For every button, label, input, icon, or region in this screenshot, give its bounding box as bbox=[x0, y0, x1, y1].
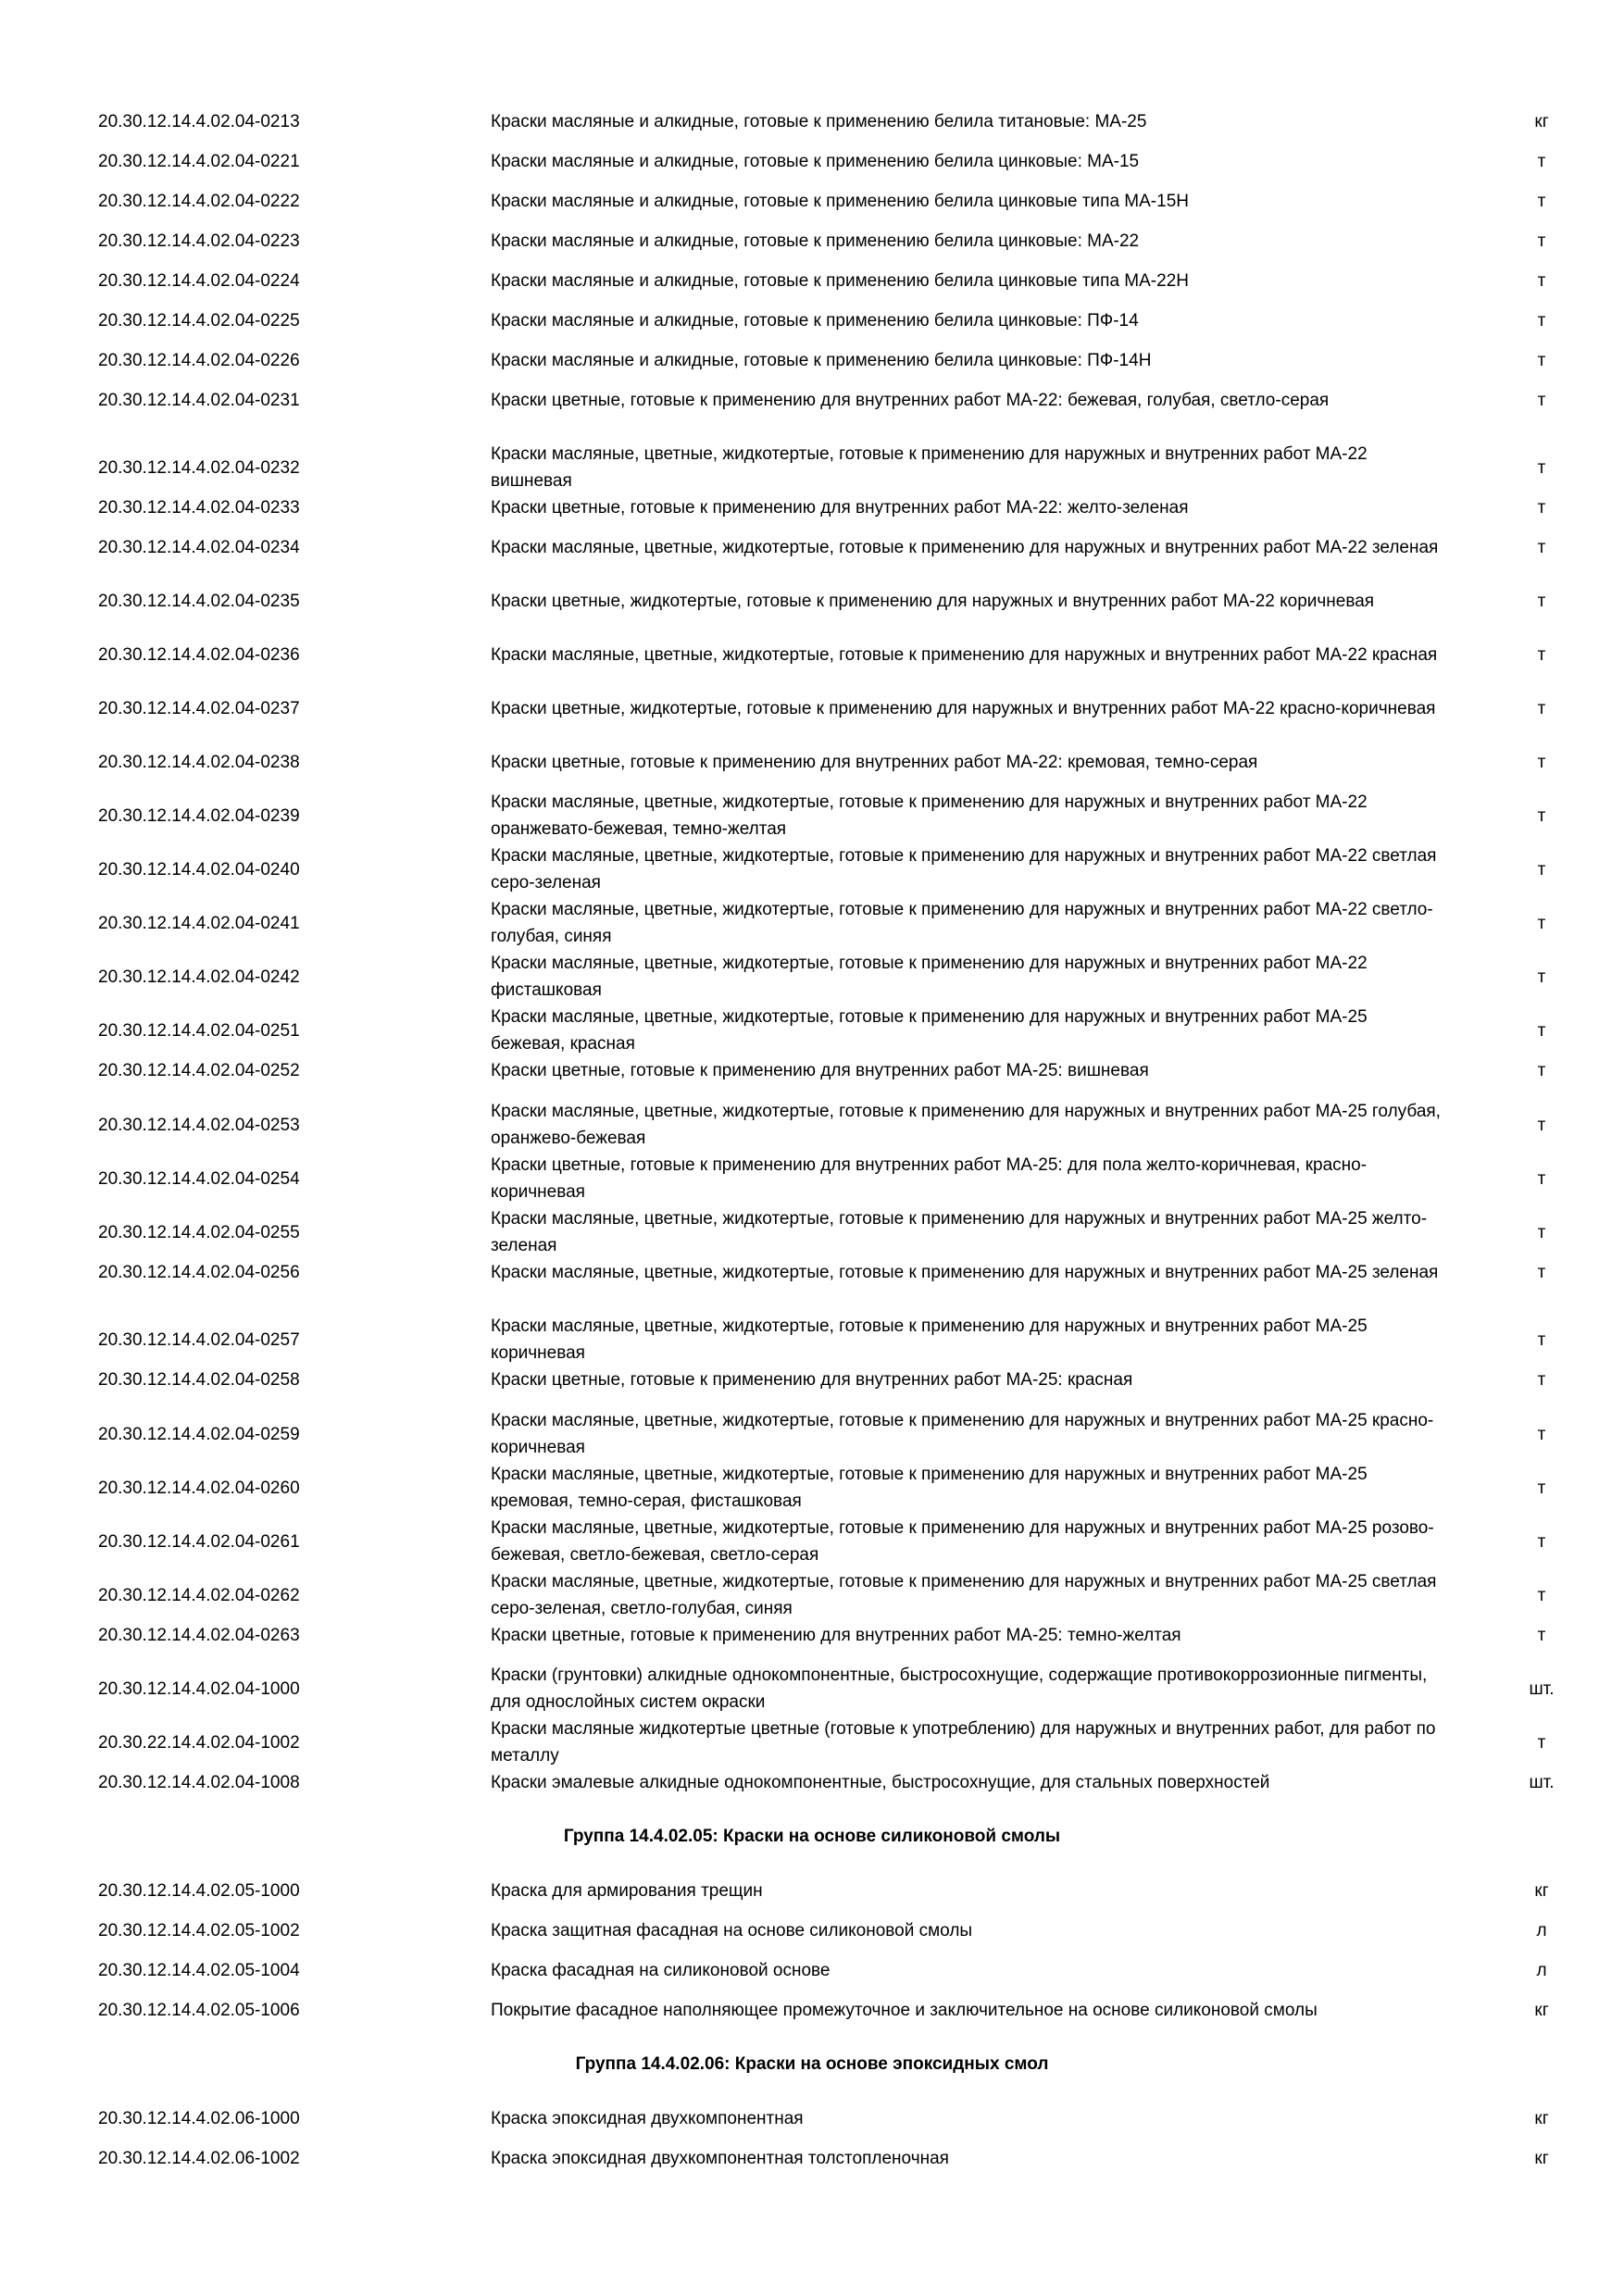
resource-code: 20.30.12.14.4.02.04-0236 bbox=[98, 645, 300, 665]
resource-code: 20.30.22.14.4.02.04-1002 bbox=[98, 1732, 300, 1753]
unit-of-measure: кг bbox=[1534, 1881, 1549, 1901]
resource-code: 20.30.12.14.4.02.04-0223 bbox=[98, 231, 300, 251]
resource-description: Краска эпоксидная двухкомпонентная толстопленочная bbox=[491, 2149, 949, 2168]
unit-of-measure: т bbox=[1537, 645, 1546, 665]
resource-description: Краски цветные, готовые к применению для внутренних работ МА-22: кремовая, темно-серая bbox=[491, 753, 1258, 772]
unit-of-measure: т bbox=[1537, 311, 1546, 331]
resource-description: Краски масляные и алкидные, готовые к применению белила цинковые: МА-22 bbox=[491, 231, 1140, 251]
resource-description: Краски цветные, готовые к применению для внутренних работ МА-22: бежевая, голубая, светло-серая bbox=[491, 391, 1330, 410]
resource-code: 20.30.12.14.4.02.04-0232 bbox=[98, 457, 300, 478]
unit-of-measure: т bbox=[1537, 231, 1546, 251]
resource-code: 20.30.12.14.4.02.04-0226 bbox=[98, 351, 300, 370]
resource-description: Краски масляные, цветные, жидкотертые, готовые к применению для наружных и внутренних работ МА-22 светло-голубая, синяя bbox=[491, 900, 1433, 946]
resource-code: 20.30.12.14.4.02.04-1000 bbox=[98, 1678, 300, 1699]
resource-code: 20.30.12.14.4.02.04-0257 bbox=[98, 1329, 300, 1350]
resource-code: 20.30.12.14.4.02.04-0253 bbox=[98, 1115, 300, 1135]
unit-of-measure: т bbox=[1537, 457, 1546, 478]
resource-description: Краска фасадная на силиконовой основе bbox=[491, 1961, 831, 1980]
resource-description: Краски масляные, цветные, жидкотертые, готовые к применению для наружных и внутренних работ МА-22 вишневая bbox=[491, 444, 1368, 491]
unit-of-measure: т bbox=[1537, 913, 1546, 933]
unit-of-measure: т bbox=[1537, 1732, 1546, 1753]
resource-description: Краски цветные, готовые к применению для внутренних работ МА-25: красная bbox=[491, 1370, 1133, 1390]
resource-description: Краски масляные, цветные, жидкотертые, готовые к применению для наружных и внутренних работ МА-22 зеленая bbox=[491, 538, 1439, 557]
unit-of-measure: т bbox=[1537, 271, 1546, 291]
unit-of-measure: т bbox=[1537, 805, 1546, 826]
resource-description: Краски цветные, готовые к применению для внутренних работ МА-25: темно-желтая bbox=[491, 1626, 1181, 1645]
resource-code: 20.30.12.14.4.02.04-1008 bbox=[98, 1773, 300, 1792]
resource-description: Краски масляные, цветные, жидкотертые, готовые к применению для наружных и внутренних работ МА-25 зеленая bbox=[491, 1263, 1439, 1282]
resource-code: 20.30.12.14.4.02.05-1000 bbox=[98, 1881, 300, 1901]
resource-description: Покрытие фасадное наполняющее промежуточное и заключительное на основе силиконовой смолы bbox=[491, 2001, 1318, 2020]
resource-code: 20.30.12.14.4.02.04-0260 bbox=[98, 1478, 300, 1498]
resource-code: 20.30.12.14.4.02.04-0261 bbox=[98, 1531, 300, 1552]
unit-of-measure: т bbox=[1537, 1370, 1546, 1390]
resource-code: 20.30.12.14.4.02.04-0225 bbox=[98, 311, 300, 331]
group-heading-epoxy: Группа 14.4.02.06: Краски на основе эпоксидных смол bbox=[575, 2054, 1049, 2074]
resource-code: 20.30.12.14.4.02.05-1006 bbox=[98, 2001, 300, 2020]
resource-code: 20.30.12.14.4.02.04-0256 bbox=[98, 1263, 300, 1282]
unit-of-measure: л bbox=[1536, 1961, 1547, 1980]
unit-of-measure: кг bbox=[1534, 2001, 1549, 2020]
unit-of-measure: т bbox=[1537, 1585, 1546, 1605]
unit-of-measure: т bbox=[1537, 699, 1546, 718]
resource-code: 20.30.12.14.4.02.04-0263 bbox=[98, 1626, 300, 1645]
unit-of-measure: т bbox=[1537, 1478, 1546, 1498]
resource-description: Краски (грунтовки) алкидные однокомпонентные, быстросохнущие, содержащие противокоррозионные пигменты, для однослойных систем окраски bbox=[491, 1666, 1428, 1712]
resource-description: Краски масляные и алкидные, готовые к применению белила титановые: МА-25 bbox=[491, 112, 1147, 131]
resource-description: Краски масляные, цветные, жидкотертые, готовые к применению для наружных и внутренних работ МА-25 голубая, оранжево-бежевая bbox=[491, 1102, 1441, 1148]
unit-of-measure: т bbox=[1537, 1263, 1546, 1282]
resource-code: 20.30.12.14.4.02.04-0242 bbox=[98, 967, 300, 987]
resource-description: Краски масляные и алкидные, готовые к применению белила цинковые: ПФ-14 bbox=[491, 311, 1139, 331]
unit-of-measure: т bbox=[1537, 192, 1546, 211]
unit-of-measure: л bbox=[1536, 1921, 1547, 1940]
unit-of-measure: т bbox=[1537, 351, 1546, 370]
resource-code: 20.30.12.14.4.02.04-0237 bbox=[98, 699, 300, 718]
resource-description: Краски масляные, цветные, жидкотертые, готовые к применению для наружных и внутренних работ МА-22 красная bbox=[491, 645, 1438, 665]
resource-code: 20.30.12.14.4.02.04-0252 bbox=[98, 1061, 300, 1080]
resource-code: 20.30.12.14.4.02.04-0231 bbox=[98, 391, 300, 410]
unit-of-measure: т bbox=[1537, 498, 1546, 518]
resource-description: Краски масляные, цветные, жидкотертые, готовые к применению для наружных и внутренних работ МА-25 кремовая, темно-серая, фисташковая bbox=[491, 1465, 1368, 1511]
resource-description: Краски масляные, цветные, жидкотертые, готовые к применению для наружных и внутренних работ МА-25 бежевая, красная bbox=[491, 1007, 1368, 1054]
resource-code: 20.30.12.14.4.02.04-0258 bbox=[98, 1370, 300, 1390]
unit-of-measure: т bbox=[1537, 1329, 1546, 1350]
resource-code: 20.30.12.14.4.02.04-0222 bbox=[98, 192, 300, 211]
unit-of-measure: шт. bbox=[1529, 1773, 1555, 1792]
unit-of-measure: т bbox=[1537, 1424, 1546, 1444]
resource-description: Краски масляные и алкидные, готовые к применению белила цинковые: ПФ-14Н bbox=[491, 351, 1152, 370]
resource-description: Краски масляные, цветные, жидкотертые, готовые к применению для наружных и внутренних работ МА-25 светлая серо-зеленая, светло-голубая, синяя bbox=[491, 1572, 1437, 1618]
resource-code: 20.30.12.14.4.02.04-0233 bbox=[98, 498, 300, 518]
resource-description: Краска эпоксидная двухкомпонентная bbox=[491, 2109, 804, 2128]
resource-code: 20.30.12.14.4.02.04-0224 bbox=[98, 271, 300, 291]
resource-code: 20.30.12.14.4.02.04-0238 bbox=[98, 753, 300, 772]
resource-description: Краска для армирования трещин bbox=[491, 1881, 763, 1901]
resource-code: 20.30.12.14.4.02.04-0235 bbox=[98, 592, 300, 611]
resource-description: Краски масляные, цветные, жидкотертые, готовые к применению для наружных и внутренних работ МА-25 коричневая bbox=[491, 1316, 1368, 1363]
unit-of-measure: кг bbox=[1534, 112, 1549, 131]
unit-of-measure: т bbox=[1537, 753, 1546, 772]
unit-of-measure: т bbox=[1537, 152, 1546, 171]
resource-description: Краски эмалевые алкидные однокомпонентные, быстросохнущие, для стальных поверхностей bbox=[491, 1773, 1270, 1792]
resource-code: 20.30.12.14.4.02.04-0254 bbox=[98, 1168, 300, 1189]
resource-code: 20.30.12.14.4.02.04-0213 bbox=[98, 112, 300, 131]
unit-of-measure: шт. bbox=[1529, 1678, 1555, 1699]
unit-of-measure: т bbox=[1537, 1168, 1546, 1189]
resource-description: Краски масляные, цветные, жидкотертые, готовые к применению для наружных и внутренних работ МА-25 розово-бежевая, светло-бежевая, светло-серая bbox=[491, 1518, 1434, 1565]
resource-description: Краски цветные, жидкотертые, готовые к применению для наружных и внутренних работ МА-22 коричневая bbox=[491, 592, 1375, 611]
resource-description: Краска защитная фасадная на основе силиконовой смолы bbox=[491, 1921, 973, 1940]
unit-of-measure: т bbox=[1537, 1061, 1546, 1080]
resource-description: Краски масляные и алкидные, готовые к применению белила цинковые типа МА-15Н bbox=[491, 192, 1189, 211]
resource-code: 20.30.12.14.4.02.04-0255 bbox=[98, 1222, 300, 1242]
resource-description: Краски масляные жидкотертые цветные (готовые к употреблению) для наружных и внутренних работ, для работ по металлу bbox=[491, 1719, 1436, 1766]
resource-code: 20.30.12.14.4.02.04-0262 bbox=[98, 1585, 300, 1605]
resource-code: 20.30.12.14.4.02.06-1002 bbox=[98, 2149, 300, 2168]
unit-of-measure: кг bbox=[1534, 2149, 1549, 2168]
unit-of-measure: т bbox=[1537, 1020, 1546, 1041]
resource-description: Краски цветные, готовые к применению для внутренних работ МА-22: желто-зеленая bbox=[491, 498, 1189, 518]
group-heading-silicone: Группа 14.4.02.05: Краски на основе силиконовой смолы bbox=[563, 1827, 1061, 1846]
unit-of-measure: т bbox=[1537, 1626, 1546, 1645]
resource-description: Краски цветные, готовые к применению для внутренних работ МА-25: вишневая bbox=[491, 1061, 1149, 1080]
resource-description: Краски масляные, цветные, жидкотертые, готовые к применению для наружных и внутренних работ МА-22 фисташковая bbox=[491, 954, 1368, 1000]
resource-code: 20.30.12.14.4.02.04-0259 bbox=[98, 1424, 300, 1444]
resource-description: Краски масляные, цветные, жидкотертые, готовые к применению для наружных и внутренних работ МА-25 красно-коричневая bbox=[491, 1411, 1434, 1457]
resource-description: Краски цветные, жидкотертые, готовые к применению для наружных и внутренних работ МА-22 красно-коричневая bbox=[491, 699, 1436, 718]
unit-of-measure: т bbox=[1537, 592, 1546, 611]
resource-code: 20.30.12.14.4.02.05-1004 bbox=[98, 1961, 300, 1980]
resource-description: Краски цветные, готовые к применению для внутренних работ МА-25: для пола желто-коричневая, красно-коричневая bbox=[491, 1155, 1368, 1202]
resource-description: Краски масляные и алкидные, готовые к применению белила цинковые типа МА-22Н bbox=[491, 271, 1189, 291]
resource-code: 20.30.12.14.4.02.05-1002 bbox=[98, 1921, 300, 1940]
resource-code: 20.30.12.14.4.02.04-0240 bbox=[98, 859, 300, 880]
resource-code: 20.30.12.14.4.02.04-0251 bbox=[98, 1020, 300, 1041]
resource-description: Краски масляные, цветные, жидкотертые, готовые к применению для наружных и внутренних работ МА-22 светлая серо-зеленая bbox=[491, 846, 1437, 892]
unit-of-measure: кг bbox=[1534, 2109, 1549, 2128]
unit-of-measure: т bbox=[1537, 1222, 1546, 1242]
resource-code: 20.30.12.14.4.02.04-0234 bbox=[98, 538, 300, 557]
resource-code: 20.30.12.14.4.02.04-0221 bbox=[98, 152, 300, 171]
unit-of-measure: т bbox=[1537, 859, 1546, 880]
resource-code: 20.30.12.14.4.02.04-0239 bbox=[98, 805, 300, 826]
resource-description: Краски масляные и алкидные, готовые к применению белила цинковые: МА-15 bbox=[491, 152, 1140, 171]
unit-of-measure: т bbox=[1537, 967, 1546, 987]
unit-of-measure: т bbox=[1537, 1531, 1546, 1552]
resource-code: 20.30.12.14.4.02.06-1000 bbox=[98, 2109, 300, 2128]
resource-description: Краски масляные, цветные, жидкотертые, готовые к применению для наружных и внутренних работ МА-22 оранжевато-бежевая, темно-желтая bbox=[491, 792, 1368, 839]
unit-of-measure: т bbox=[1537, 1115, 1546, 1135]
unit-of-measure: т bbox=[1537, 538, 1546, 557]
resource-code: 20.30.12.14.4.02.04-0241 bbox=[98, 913, 300, 933]
resource-description: Краски масляные, цветные, жидкотертые, готовые к применению для наружных и внутренних работ МА-25 желто-зеленая bbox=[491, 1209, 1428, 1255]
unit-of-measure: т bbox=[1537, 391, 1546, 410]
